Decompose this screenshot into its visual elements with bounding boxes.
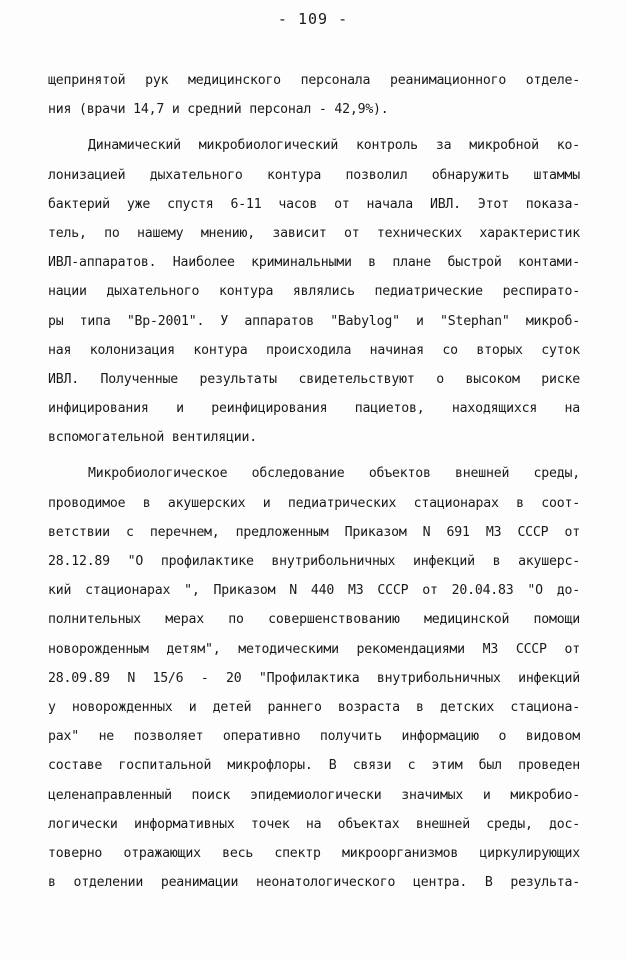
text-line: ветствии с перечнем, предложенным Приказом N 691 МЗ СССР от: [48, 524, 580, 540]
text-line: проводимое в акушерских и педиатрических стационарах в соот-: [48, 495, 580, 511]
text-line: вспомогательной вентиляции.: [48, 430, 257, 446]
text-line: лонизацией дыхательного контура позволил обнаружить штаммы: [48, 167, 580, 183]
paragraph-3: [48, 459, 580, 897]
text-line: бактерий уже спустя 6-11 часов от начала ИВЛ. Этот показа-: [48, 196, 580, 212]
text-line: новорожденным детям", методическими рекомендациями МЗ СССР от: [48, 641, 580, 657]
text-line: кий стационарах ", Приказом N 440 МЗ СССР от 20.04.83 "О до-: [48, 583, 580, 599]
text-line: в отделении реанимации неонатологического центра. В результа-: [48, 875, 580, 891]
text-line: тель, по нашему мнению, зависит от технических характеристик: [48, 225, 580, 241]
page-number: - 109 -: [277, 10, 349, 28]
text-line: инфицирования и реинфицирования пациетов, находящихся на: [48, 401, 580, 417]
text-line: ИВЛ-аппаратов. Наиболее криминальными в плане быстрой контами-: [48, 255, 580, 271]
text-line: ная колонизация контура происходила начиная со вторых суток: [48, 342, 580, 358]
paragraph-1: [48, 66, 580, 124]
text-line: ния (врачи 14,7 и средний персонал - 42,9%).: [48, 102, 389, 118]
text-line: целенаправленный поиск эпидемиологически значимых и микробио-: [48, 787, 580, 803]
text-line: полнительных мерах по совершенствованию медицинской помощи: [48, 612, 580, 628]
text-line: ИВЛ. Полученные результаты свидетельствуют о высоком риске: [48, 371, 580, 387]
text-line: щепринятой рук медицинского персонала реанимационного отделе-: [48, 73, 580, 88]
text-line: логически информативных точек на объектах внешней среды, дос-: [48, 816, 580, 832]
text-line: Динамический микробиологический контроль за микробной ко-: [88, 138, 580, 154]
text-line: рах" не позволяет оперативно получить информацию о видовом: [48, 729, 580, 745]
text-line: составе госпитальной микрофлоры. В связи с этим был проведен: [48, 758, 580, 774]
text-line: нации дыхательного контура являлись педиатрические респирато-: [48, 284, 580, 300]
text-line: 28.12.89 "О профилактике внутрибольничных инфекций в акушерс-: [48, 554, 580, 569]
text-line: Микробиологическое обследование объектов внешней среды,: [88, 466, 580, 482]
text-line: у новорожденных и детей раннего возраста в детских стациона-: [48, 699, 580, 715]
text-line: 28.09.89 N 15/6 - 20 "Профилактика внутрибольничных инфекций: [48, 670, 580, 686]
paragraph-2: [48, 131, 580, 452]
text-line: товерно отражающих весь спектр микроорганизмов циркулирующих: [48, 845, 580, 861]
body-text: [48, 66, 580, 897]
text-line: ры типа "Вр-2001". У аппаратов "Babylog" и "Stephan" микроб-: [48, 313, 580, 329]
